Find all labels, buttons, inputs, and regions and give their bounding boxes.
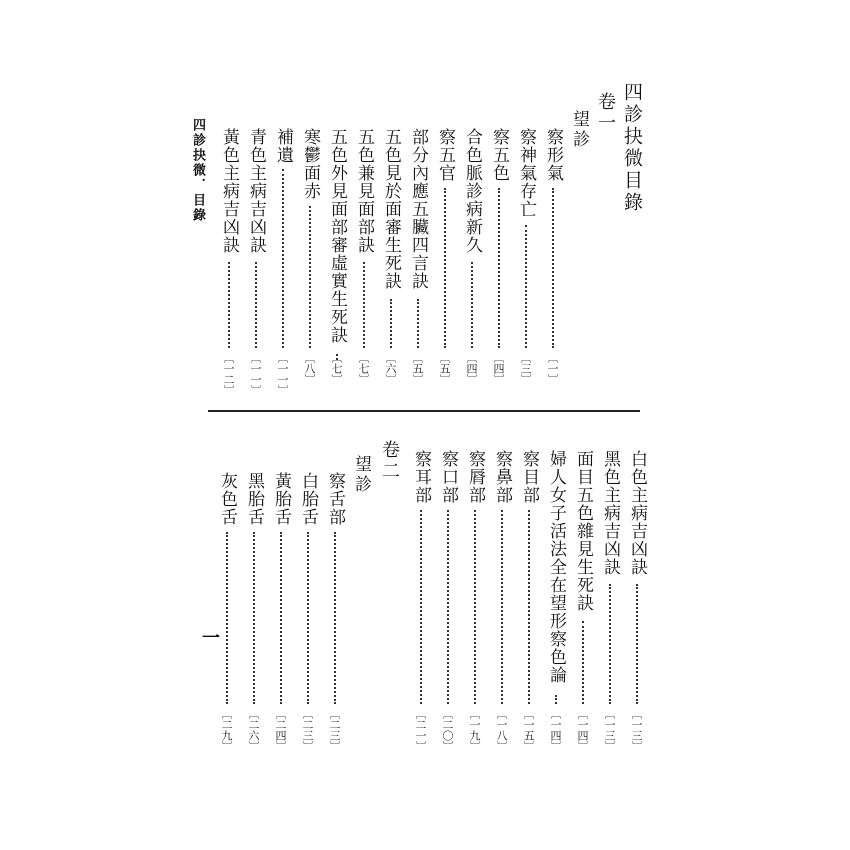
toc-entry-title: 察目部 bbox=[519, 450, 539, 504]
toc-page-number: 〔一五〕 bbox=[522, 708, 535, 752]
toc-entry-title: 五色兼見面部訣 bbox=[354, 128, 374, 254]
toc-leader-dots bbox=[334, 532, 336, 705]
toc-entry-title: 面目五色雜見生死訣 bbox=[573, 450, 593, 612]
folio-number: 一 bbox=[199, 628, 220, 646]
toc-leader-dots bbox=[309, 206, 311, 348]
toc-page-number: 〔三〕 bbox=[519, 352, 532, 385]
toc-leader-dots bbox=[525, 225, 527, 349]
volume-1-section: 望診 bbox=[569, 110, 589, 150]
toc-entry-title: 察脣部 bbox=[465, 450, 485, 504]
toc-page-number: 〔一九〕 bbox=[468, 708, 481, 752]
toc-page-number: 〔二四〕 bbox=[274, 708, 287, 752]
toc-entry-title: 寒鬱面赤 bbox=[300, 128, 320, 200]
toc-leader-dots bbox=[253, 532, 255, 705]
toc-page-number: 〔一〕 bbox=[546, 352, 559, 385]
volume-2-label: 卷二 bbox=[379, 440, 400, 482]
toc-leader-dots bbox=[582, 621, 584, 705]
toc-entry-title: 合色脈診病新久 bbox=[462, 128, 482, 254]
toc-page-number: 〔二三〕 bbox=[301, 708, 314, 752]
toc-entry-title: 黃胎舌 bbox=[271, 472, 291, 526]
toc-leader-dots bbox=[552, 188, 554, 349]
toc-page-number: 〔四〕 bbox=[492, 352, 505, 385]
toc-leader-dots bbox=[255, 262, 257, 349]
toc-entry-title: 補遺 bbox=[273, 128, 293, 164]
toc-leader-dots bbox=[228, 262, 230, 349]
toc-leader-dots bbox=[555, 695, 557, 705]
toc-entry-title: 察舌部 bbox=[325, 472, 345, 526]
toc-leader-dots bbox=[363, 262, 365, 349]
toc-entry-title: 察耳部 bbox=[411, 450, 431, 504]
toc-leader-dots bbox=[471, 262, 473, 349]
toc-page-number: 〔一一〕 bbox=[249, 352, 262, 396]
toc-page-number: 〔一一〕 bbox=[276, 352, 289, 396]
toc-entry-title: 察鼻部 bbox=[492, 450, 512, 504]
toc-leader-dots bbox=[474, 510, 476, 705]
half-divider bbox=[208, 410, 640, 412]
toc-leader-dots bbox=[636, 584, 638, 705]
toc-leader-dots bbox=[390, 299, 392, 349]
toc-page-number: 〔四〕 bbox=[465, 352, 478, 385]
toc-page-number: 〔五〕 bbox=[438, 352, 451, 385]
toc-page-number: 〔七〕 bbox=[330, 352, 343, 385]
toc-entry-title: 察五官 bbox=[435, 128, 455, 182]
toc-entry-title: 五色外見面部審虛實生死訣 bbox=[327, 128, 347, 344]
toc-entry-title: 部分內應五臟四言訣 bbox=[408, 128, 428, 290]
toc-page-number: 〔二九〕 bbox=[220, 708, 233, 752]
toc-leader-dots bbox=[280, 532, 282, 705]
toc-page-number: 〔二一〕 bbox=[414, 708, 427, 752]
toc-entry-title: 察五色 bbox=[489, 128, 509, 182]
toc-page-number: 〔二六〕 bbox=[247, 708, 260, 752]
toc-leader-dots bbox=[609, 584, 611, 705]
toc-page-number: 〔一三〕 bbox=[603, 708, 616, 752]
toc-entry-title: 黑胎舌 bbox=[244, 472, 264, 526]
toc-entry-title: 察口部 bbox=[438, 450, 458, 504]
toc-page-number: 〔六〕 bbox=[384, 352, 397, 385]
toc-entry-title: 白胎舌 bbox=[298, 472, 318, 526]
book-title: 四診抉微目錄 bbox=[621, 82, 643, 214]
toc-page-number: 〔八〕 bbox=[303, 352, 316, 385]
toc-page-number: 〔七〕 bbox=[357, 352, 370, 385]
toc-page-number: 〔一三〕 bbox=[630, 708, 643, 752]
toc-leader-dots bbox=[528, 510, 530, 705]
toc-entry-title: 五色見於面審生死訣 bbox=[381, 128, 401, 290]
toc-page-number: 〔五〕 bbox=[411, 352, 424, 385]
toc-leader-dots bbox=[420, 510, 422, 705]
toc-leader-dots bbox=[447, 510, 449, 705]
volume-2-section: 望診 bbox=[351, 455, 371, 495]
toc-leader-dots bbox=[307, 532, 309, 705]
toc-page-number: 〔二三〕 bbox=[328, 708, 341, 752]
toc-entry-title: 察神氣存亡 bbox=[516, 128, 536, 218]
toc-entry-title: 察形氣 bbox=[543, 128, 563, 182]
volume-1-label: 卷一 bbox=[595, 92, 616, 134]
toc-page-number: 〔一八〕 bbox=[495, 708, 508, 752]
toc-page-number: 〔一四〕 bbox=[576, 708, 589, 752]
toc-entry-title: 青色主病吉凶訣 bbox=[246, 128, 266, 254]
running-head: 四診抉微．目錄 bbox=[190, 118, 205, 223]
toc-leader-dots bbox=[444, 188, 446, 349]
toc-leader-dots bbox=[417, 299, 419, 349]
toc-entry-title: 黃色主病吉凶訣 bbox=[219, 128, 239, 254]
toc-leader-dots bbox=[501, 510, 503, 705]
toc-entry-title: 黑色主病吉凶訣 bbox=[600, 450, 620, 576]
toc-entry-title: 婦人女子活法全在望形察色論 bbox=[546, 450, 566, 684]
toc-page-number: 〔二〇〕 bbox=[441, 708, 454, 752]
toc-leader-dots bbox=[498, 188, 500, 349]
toc-leader-dots bbox=[226, 532, 228, 705]
toc-page-number: 〔一二〕 bbox=[222, 352, 235, 396]
toc-entry-title: 灰色舌 bbox=[217, 472, 237, 526]
toc-leader-dots bbox=[282, 169, 284, 348]
toc-entry-title: 白色主病吉凶訣 bbox=[627, 450, 647, 576]
toc-page-number: 〔一四〕 bbox=[549, 708, 562, 752]
